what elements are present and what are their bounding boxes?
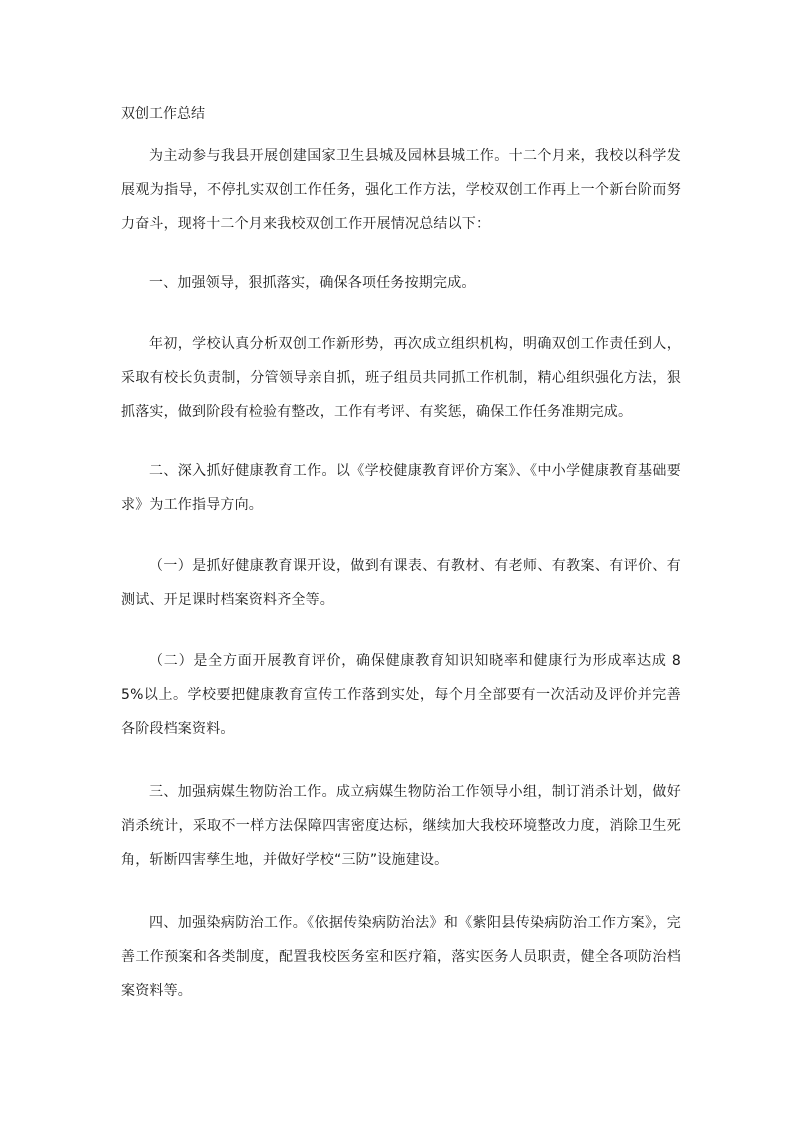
section-3-paragraph: 三、加强病媒生物防治工作。成立病媒生物防治工作领导小组，制订消杀计划，做好消杀统计，采取不一样方法保障四害密度达标，继续加大我校环境整改力度，消除卫生死角，斩断四害孳生地，并做好学校“三防”设施建设。	[121, 784, 681, 868]
intro-paragraph: 为主动参与我县开展创建国家卫生县城及园林县城工作。十二个月来，我校以科学发展观为指导，不停扎实双创工作任务，强化工作方法，学校双创工作再上一个新台阶而努力奋斗，现将十二个月来我校双创工作开展情况总结以下：	[121, 148, 681, 232]
section-1-heading: 一、加强领导，狠抓落实，确保各项任务按期完成。	[149, 275, 476, 291]
section-4-paragraph: 四、加强染病防治工作。《依据传染病防治法》和《紫阳县传染病防治工作方案》，完善工作预案和各类制度，配置我校医务室和医疗箱，落实医务人员职责，健全各项防治档案资料等。	[121, 915, 681, 999]
document-title: 双创工作总结	[121, 106, 205, 122]
section-2-item-1: （一）是抓好健康教育课开设，做到有课表、有教材、有老师、有教案、有评价、有测试、开足课时档案资料齐全等。	[121, 558, 681, 608]
section-2-item-2: （二）是全方面开展教育评价，确保健康教育知识知晓率和健康行为形成率达成 85%以上。学校要把健康教育宣传工作落到实处，每个月全部要有一次活动及评价并完善各阶段档案资料。	[121, 653, 681, 737]
section-1-body: 年初，学校认真分析双创工作新形势，再次成立组织机构，明确双创工作责任到人，采取有校长负责制，分管领导亲自抓，班子组员共同抓工作机制，精心组织强化方法，狠抓落实，做到阶段有检验有整改，工作有考评、有奖惩，确保工作任务准期完成。	[121, 336, 681, 420]
section-2-heading: 二、深入抓好健康教育工作。以《学校健康教育评价方案》、《中小学健康教育基础要求》为工作指导方向。	[121, 463, 681, 513]
